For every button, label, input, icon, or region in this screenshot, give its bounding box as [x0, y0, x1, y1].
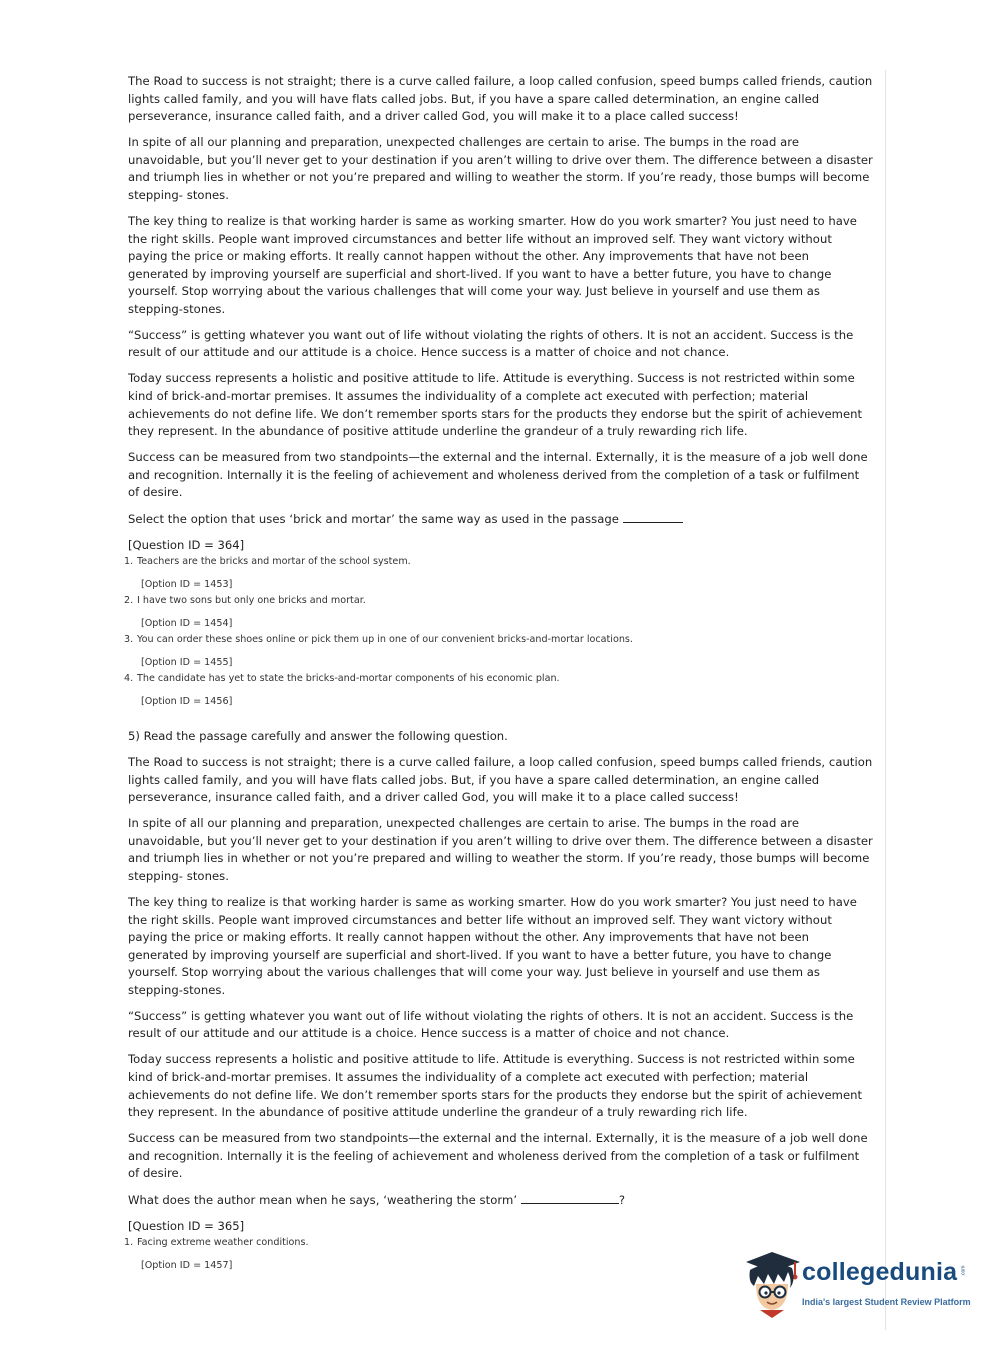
question-id: [Question ID = 365] — [128, 1219, 245, 1234]
option-number: 4. — [124, 672, 134, 684]
option-id: [Option ID = 1456] — [141, 695, 233, 707]
option-item — [124, 633, 873, 670]
passage-paragraph: The key thing to realize is that working harder is same as working smarter. How do you work smarter? You just need to have the right skills. People want improved circumstances and better life without an improved self. They want victory without paying the price or making efforts. It really cannot happen without the other. Any improvements that have not been generated by improving yourself are superficial and short-lived. If you want to have a better future, you have to change yourself. Stop worrying about the various challenges that will come your way. Just believe in yourself and use them as stepping-stones. — [128, 213, 857, 316]
option-label: Facing extreme weather conditions. — [137, 1236, 309, 1248]
question-prompt: Select the option that uses ‘brick and mortar’ the same way as used in the passage — [128, 512, 619, 527]
option-id: [Option ID = 1455] — [141, 656, 233, 668]
question-id: [Question ID = 364] — [128, 538, 245, 553]
question-mark: ? — [618, 1193, 626, 1208]
passage-paragraph: “Success” is getting whatever you want out of life without violating the rights of others. It is not an accident. Success is the result of our attitude and our attitude is a choice. Hence success is a matter of choice and not chance. — [128, 1008, 854, 1041]
option-id: [Option ID = 1453] — [141, 578, 233, 590]
option-item — [124, 555, 873, 592]
passage-1 — [128, 73, 873, 502]
passage-paragraph: Success can be measured from two standpoints—the external and the internal. Externally, it is the measure of a job well done and recognition. Internally it is the feeling of achievement and wholeness derived from the completion of a task or fulfilment of desire. — [128, 450, 868, 500]
option-label: The candidate has yet to state the bricks-and-mortar components of his economic plan. — [137, 672, 560, 684]
answer-blank — [521, 1191, 619, 1204]
option-text[interactable] — [124, 1236, 873, 1250]
passage-paragraph: “Success” is getting whatever you want out of life without violating the rights of others. It is not an accident. Success is the result of our attitude and our attitude is a choice. Hence success is a matter of choice and not chance. — [128, 327, 854, 360]
question-prompt: What does the author mean when he says, ‘weathering the storm’ — [128, 1193, 518, 1208]
option-number: 3. — [124, 633, 134, 645]
option-text[interactable] — [124, 594, 873, 608]
logo-domain: .com — [960, 1265, 967, 1277]
question-text — [128, 510, 873, 529]
option-number: 2. — [124, 594, 134, 606]
option-list — [124, 555, 873, 709]
graduate-mascot-icon — [742, 1250, 804, 1320]
passage-paragraph: The Road to success is not straight; there is a curve called failure, a loop called confusion, speed bumps called friends, caution lights called family, and you will have flats called jobs. But, if you have a spare called determination, an engine called perseverance, insurance called faith, and a driver called God, you will make it to a place called success! — [128, 754, 873, 805]
passage-paragraph: The key thing to realize is that working harder is same as working smarter. How do you work smarter? You just need to have the right skills. People want improved circumstances and better life without an improved self. They want victory without paying the price or making efforts. It really cannot happen without the other. Any improvements that have not been generated by improving yourself are superficial and short-lived. If you want to have a better future, you have to change yourself. Stop worrying about the various challenges that will come your way. Just believe in yourself and use them as stepping-stones. — [128, 894, 857, 997]
collegedunia-logo[interactable] — [742, 1250, 972, 1320]
document-content — [124, 73, 873, 1275]
option-text[interactable] — [124, 633, 873, 647]
option-id: [Option ID = 1457] — [141, 1259, 233, 1271]
passage-paragraph: Today success represents a holistic and positive attitude to life. Attitude is everything. Success is not restricted within some kind of brick-and-mortar premises. It assumes the individuality of a complete act executed with perfection; material achievements do not define life. We don’t remember sports stars for the products they endorse but the spirit of achievement they represent. In the abundance of positive attitude underline the grandeur of a truly rewarding rich life. — [128, 1052, 863, 1120]
option-text[interactable] — [124, 672, 873, 686]
option-label: I have two sons but only one bricks and mortar. — [137, 594, 366, 606]
option-label: You can order these shoes online or pick them up in one of our convenient bricks-and-mortar locations. — [137, 633, 633, 645]
passage-paragraph: Today success represents a holistic and positive attitude to life. Attitude is everything. Success is not restricted within some kind of brick-and-mortar premises. It assumes the individuality of a complete act executed with perfection; material achievements do not define life. We don’t remember sports stars for the products they endorse but the spirit of achievement they represent. In the abundance of positive attitude underline the grandeur of a truly rewarding rich life. — [128, 371, 863, 439]
option-item — [124, 594, 873, 631]
option-number: 1. — [124, 1236, 134, 1248]
question-text — [128, 1191, 873, 1210]
passage-paragraph: In spite of all our planning and preparation, unexpected challenges are certain to arise. The bumps in the road are unavoidable, but you’ll never get to your destination if you aren’t willing to drive over them. The difference between a disaster and triumph lies in whether or not you’re prepared and willing to weather the storm. If you’re ready, those bumps will become stepping- stones. — [128, 135, 873, 202]
option-text[interactable] — [124, 555, 873, 569]
question-heading: 5) Read the passage carefully and answer the following question. — [128, 728, 508, 743]
option-label: Teachers are the bricks and mortar of the school system. — [137, 555, 411, 567]
logo-wordmark: collegedunia — [802, 1258, 958, 1286]
passage-paragraph: The Road to success is not straight; there is a curve called failure, a loop called confusion, speed bumps called friends, caution lights called family, and you will have flats called jobs. But, if you have a spare called determination, an engine called perseverance, insurance called faith, and a driver called God, you will make it to a place called success! — [128, 74, 873, 124]
logo-tagline: India's largest Student Review Platform — [802, 1297, 971, 1307]
option-id: [Option ID = 1454] — [141, 617, 233, 629]
option-item — [124, 672, 873, 709]
passage-2 — [128, 754, 873, 1183]
passage-paragraph: In spite of all our planning and preparation, unexpected challenges are certain to arise. The bumps in the road are unavoidable, but you’ll never get to your destination if you aren’t willing to drive over them. The difference between a disaster and triumph lies in whether or not you’re prepared and willing to weather the storm. If you’re ready, those bumps will become stepping- stones. — [128, 816, 873, 883]
answer-blank — [623, 510, 683, 523]
document-page — [113, 70, 886, 1330]
option-number: 1. — [124, 555, 134, 567]
passage-paragraph: Success can be measured from two standpoints—the external and the internal. Externally, it is the measure of a job well done and recognition. Internally it is the feeling of achievement and wholeness derived from the completion of a task or fulfilment of desire. — [128, 1131, 868, 1181]
